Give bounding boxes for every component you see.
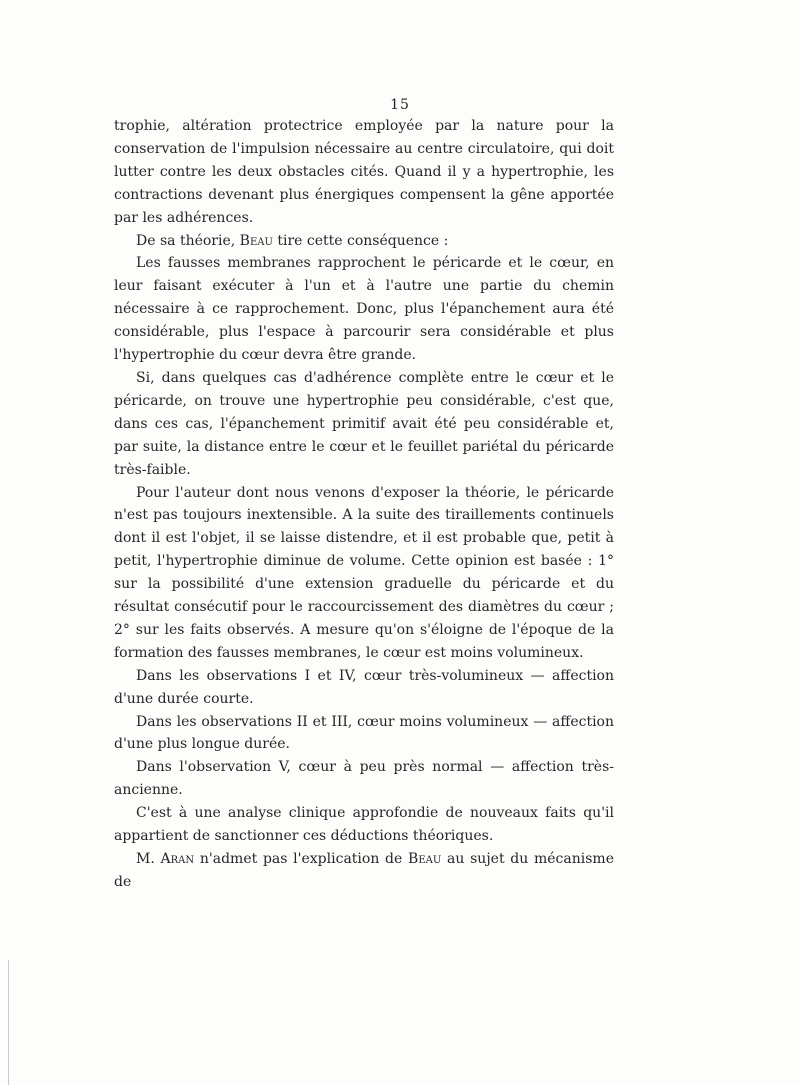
author-name: Beau [408,851,442,867]
author-name: Aran [160,851,195,867]
paragraph: Pour l'auteur dont nous venons d'exposer la théorie, le péricarde n'est pas toujours inextensible. A la suite des tiraillements continuels dont il est l'objet, il se laisse distendre, et il est probable que, petit à petit, l'hypertrophie diminue de volume. Cette opinion est basée : 1° sur la possibilité d'une extension graduelle du péricarde et du résultat consécutif pour le raccourcissement des diamètres du cœur ; 2° sur les faits observés. A mesure qu'on s'éloigne de l'époque de la formation des fausses membranes, le cœur est moins volumineux. [114,484,614,661]
paragraph [114,848,614,894]
text-run: tire cette conséquence : [272,232,449,249]
paragraph: Dans les observations I et IV, cœur très-volumineux — affection d'une durée courte. [114,667,614,707]
text-run: M. [136,851,161,867]
paragraph: C'est à une analyse clinique approfondie de nouveaux faits qu'il appartient de sanctionner ces déductions théoriques. [114,805,614,845]
text-run: au sujet du mécanisme de [114,851,614,890]
page-edge-line [8,960,9,1085]
paragraph: Dans les observations II et III, cœur moins volumineux — affection d'une plus longue durée. [114,713,614,753]
paragraph: trophie, altération protectrice employée par la nature pour la conservation de l'impulsion nécessaire au centre circulatoire, qui doit lutter contre les deux obstacles cités. Quand il y a hypertrophie, les contractions devenant plus énergiques compensent la gêne apportée par les adhérences. [114,118,614,226]
paragraph: Si, dans quelques cas d'adhérence complète entre le cœur et le péricarde, on trouve une hypertrophie peu considérable, c'est que, dans ces cas, l'épanchement primitif avait été peu considérable et, par suite, la distance entre le cœur et le feuillet pariétal du péricarde très-faible. [114,369,614,478]
paragraph: Dans l'observation V, cœur à peu près normal — affection très-ancienne. [114,759,614,799]
paragraph: Les fausses membranes rapprochent le péricarde et le cœur, en leur faisant exécuter à l'un et à l'autre une partie du chemin nécessaire à ce rapprochement. Donc, plus l'épanchement aura été considérable, plus l'espace à parcourir sera considérable et plus l'hypertrophie du cœur devra être grande. [114,255,614,364]
page-number: 15 [390,97,410,113]
paragraph [114,230,614,253]
text-run: n'admet pas l'explication de [194,851,409,867]
author-name: Beau [239,232,273,249]
text-run: De sa théorie, [136,232,240,249]
body-text [114,115,614,894]
